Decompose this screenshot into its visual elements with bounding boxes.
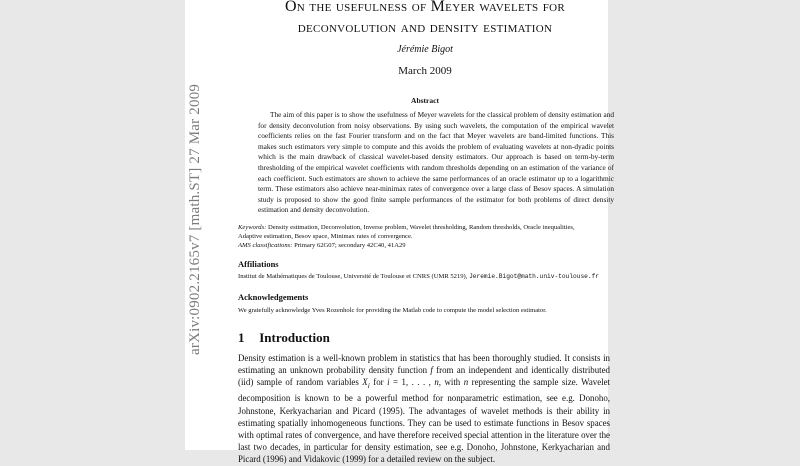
affiliation-institution: Institut de Mathématiques de Toulouse, Université de Toulouse et CNRS (UMR 5219),	[238, 273, 468, 280]
publication-date: March 2009	[398, 65, 452, 77]
math-f: f	[430, 365, 433, 376]
keywords-block	[238, 223, 610, 250]
keywords-line-1: Density estimation, Deconvolution, Inverse problem, Wavelet thresholding, Random thresholds, Oracle inequalities,	[267, 224, 575, 231]
title-line-2: deconvolution and density estimation	[297, 19, 553, 36]
acknowledgements-heading: Acknowledgements	[238, 292, 309, 302]
author-name: Jérémie Bigot	[397, 44, 453, 55]
keywords-line-2: Adaptive estimation, Besov space, Minimax rates of convergence.	[238, 233, 413, 240]
introduction-body: Density estimation is a well-known problem in statistics that has been thoroughly studied. It consists in estimating an unknown probability density function f from an independent and identically distributed (iid) sample of random variables $X_i$ for i = 1, . . . , n, with n representing the sample size. Wavelet decomposition is known to be a powerful method for nonparametric estimation, see e.g. Donoho, Johnstone, Kerkyacharian and Picard (1995). The advantages of wavelet methods is their ability in estimating spatially inhomogeneous functions. They can be used to estimate functions in Besov spaces with optimal rates of convergence, and have therefore received special attention in the literature over the last two decades, in particular for density estimation, see e.g. Donoho, Johnstone, Kerkyacharian and Picard (1996) and Vidakovic (1999) for a detailed review on the subject.	[238, 353, 611, 465]
section-number: 1	[238, 330, 245, 345]
ams-label: AMS classifications:	[238, 242, 293, 249]
abstract-heading: Abstract	[411, 96, 439, 105]
affiliations-text	[238, 272, 610, 281]
section-title: Introduction	[259, 330, 330, 345]
author-email: Jeremie.Bigot@math.univ-toulouse.fr	[469, 273, 600, 280]
arxiv-identifier: arXiv:0902.2165v7 [math.ST] 27 Mar 2009	[187, 83, 203, 355]
title-line-1: On the usefulness of Meyer wavelets for	[284, 0, 566, 15]
math-xi: X	[362, 377, 368, 388]
keywords-label: Keywords:	[238, 224, 267, 231]
introduction-heading	[238, 330, 330, 346]
paper-title	[245, 0, 605, 38]
abstract-body: The aim of this paper is to show the usefulness of Meyer wavelets for the classical problem of density estimation and for density deconvolution from noisy observations. By using such wavelets, the computation of the empirical wavelet coefficients relies on the fast Fourier transform and on the fact that Meyer wavelets are band-limited functions. This makes such estimators very simple to compute and this avoids the problem of evaluating wavelets at non-dyadic points which is the main drawback of classical wavelet-based density estimators. Our approach is based on term-by-term thresholding of the empirical wavelet coefficients with random thresholds depending on an estimation of the variance of each coefficient. Such estimators are shown to achieve the same performances of an oracle estimator up to a logarithmic term. These estimators also achieve near-minimax rates of convergence over a large class of Besov spaces. A simulation study is proposed to show the good finite sample performances of the estimator for both problems of direct density estimation and density deconvolution.	[258, 110, 614, 215]
ams-classifications: Primary 62G07; secondary 42C40, 41A29	[294, 242, 406, 249]
affiliations-heading: Affiliations	[238, 259, 279, 269]
acknowledgements-text: We gratefully acknowledge Yves Rozenholc for providing the Matlab code to compute the model selection estimator.	[238, 307, 547, 314]
